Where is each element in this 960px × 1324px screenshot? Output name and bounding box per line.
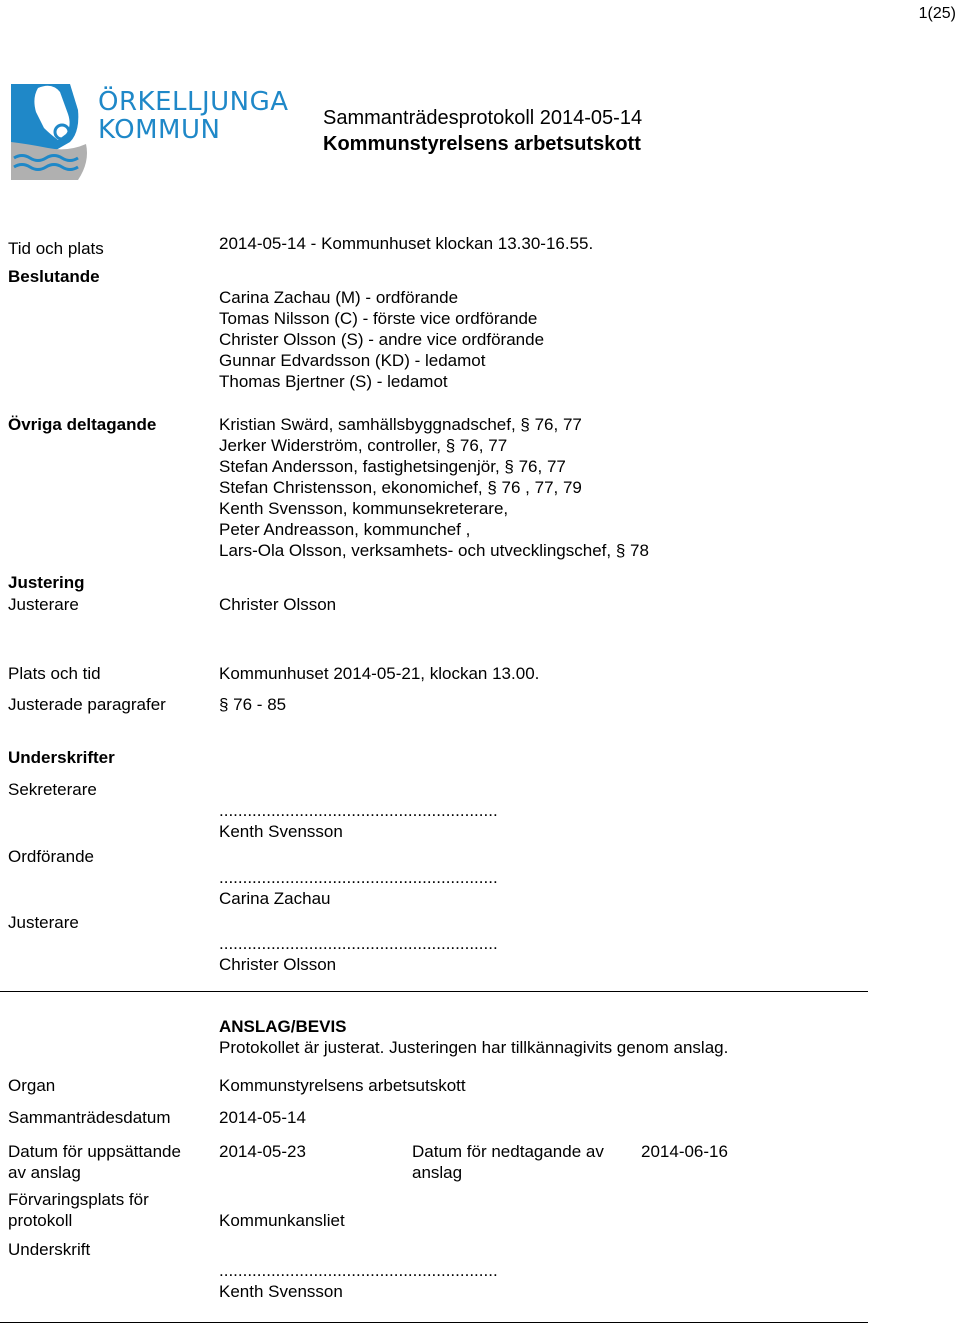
- time-place-value: 2014-05-14 - Kommunhuset klockan 13.30-16.55.: [219, 234, 594, 253]
- logo-line-2: KOMMUN: [98, 115, 221, 145]
- storage-label-line: Förvaringsplats för: [8, 1190, 149, 1209]
- organ-value: Kommunstyrelsens arbetsutskott: [219, 1076, 466, 1095]
- signature-role-adjuster: Justerare: [8, 913, 79, 932]
- municipality-logo: [8, 82, 98, 182]
- page-number: 1(25): [918, 5, 956, 22]
- deciding-member: Christer Olsson (S) - andre vice ordförande: [219, 330, 545, 349]
- participant: Stefan Andersson, fastighetsingenjör, § 76, 77: [219, 457, 566, 476]
- signature-line: ...........................................................: [219, 801, 498, 820]
- signature-line: ...........................................................: [219, 934, 498, 953]
- notice-signature-line: ...........................................................: [219, 1261, 498, 1280]
- signature-line: ...........................................................: [219, 868, 498, 887]
- document-title: Sammanträdesprotokoll 2014-05-14: [323, 107, 643, 129]
- storage-label: [8, 1189, 149, 1231]
- place-time-label: Plats och tid: [8, 664, 101, 683]
- deciding-list: [219, 287, 544, 392]
- notice-text: Protokollet är justerat. Justeringen har tillkännagivits genom anslag.: [219, 1038, 729, 1057]
- adjustment-label: Justering: [8, 573, 85, 592]
- posted-date-label-line: av anslag: [8, 1163, 81, 1182]
- adjuster-value: Christer Olsson: [219, 595, 337, 614]
- posted-date-label: [8, 1141, 181, 1183]
- signature-name: Christer Olsson: [219, 955, 337, 974]
- posted-date-label-line: Datum för uppsättande: [8, 1142, 181, 1161]
- removed-date-label-line: Datum för nedtagande av: [412, 1142, 604, 1161]
- participant: Lars-Ola Olsson, verksamhets- och utvecklingschef, § 78: [219, 541, 649, 560]
- removed-date-label-line: anslag: [412, 1163, 463, 1182]
- participant: Stefan Christensson, ekonomichef, § 76 , 77, 79: [219, 478, 582, 497]
- document-subtitle: Kommunstyrelsens arbetsutskott: [323, 133, 641, 155]
- other-participants-label: Övriga deltagande: [8, 415, 157, 434]
- removed-date-value: 2014-06-16: [641, 1142, 728, 1161]
- participant: Peter Andreasson, kommunchef ,: [219, 520, 471, 539]
- posted-date-value: 2014-05-23: [219, 1142, 306, 1161]
- participant: Jerker Widerström, controller, § 76, 77: [219, 436, 508, 455]
- signature-role-chair: Ordförande: [8, 847, 94, 866]
- storage-value: Kommunkansliet: [219, 1211, 345, 1230]
- logo-line-1: ÖRKELLJUNGA: [98, 87, 289, 117]
- place-time-value: Kommunhuset 2014-05-21, klockan 13.00.: [219, 664, 540, 683]
- deciding-member: Carina Zachau (M) - ordförande: [219, 288, 459, 307]
- signatures-heading: Underskrifter: [8, 748, 115, 767]
- meeting-date-value: 2014-05-14: [219, 1108, 306, 1127]
- participant: Kenth Svensson, kommunsekreterare,: [219, 499, 509, 518]
- meeting-date-label: Sammanträdesdatum: [8, 1108, 171, 1127]
- storage-label-line: protokoll: [8, 1211, 73, 1230]
- signature-name: Kenth Svensson: [219, 822, 343, 841]
- bottom-divider: [0, 1322, 868, 1323]
- deciding-member: Tomas Nilsson (C) - förste vice ordförande: [219, 309, 538, 328]
- section-divider: [0, 991, 868, 992]
- deciding-member: Gunnar Edvardsson (KD) - ledamot: [219, 351, 486, 370]
- paragraphs-value: § 76 - 85: [219, 695, 287, 714]
- deciding-member: Thomas Bjertner (S) - ledamot: [219, 372, 448, 391]
- participant: Kristian Swärd, samhällsbyggnadschef, § 76, 77: [219, 415, 582, 434]
- deciding-label: Beslutande: [8, 267, 100, 286]
- notice-signature-name: Kenth Svensson: [219, 1282, 343, 1301]
- time-place-label: Tid och plats: [8, 239, 104, 258]
- notice-heading: ANSLAG/BEVIS: [219, 1017, 347, 1036]
- removed-date-label: [412, 1141, 604, 1183]
- adjuster-label: Justerare: [8, 595, 79, 614]
- other-participants-list: [219, 414, 649, 561]
- paragraphs-label: Justerade paragrafer: [8, 695, 166, 714]
- signature-name: Carina Zachau: [219, 889, 331, 908]
- signature-role-secretary: Sekreterare: [8, 780, 97, 799]
- logo-emblem-icon: [8, 82, 98, 182]
- notice-signature-label: Underskrift: [8, 1240, 91, 1259]
- organ-label: Organ: [8, 1076, 56, 1095]
